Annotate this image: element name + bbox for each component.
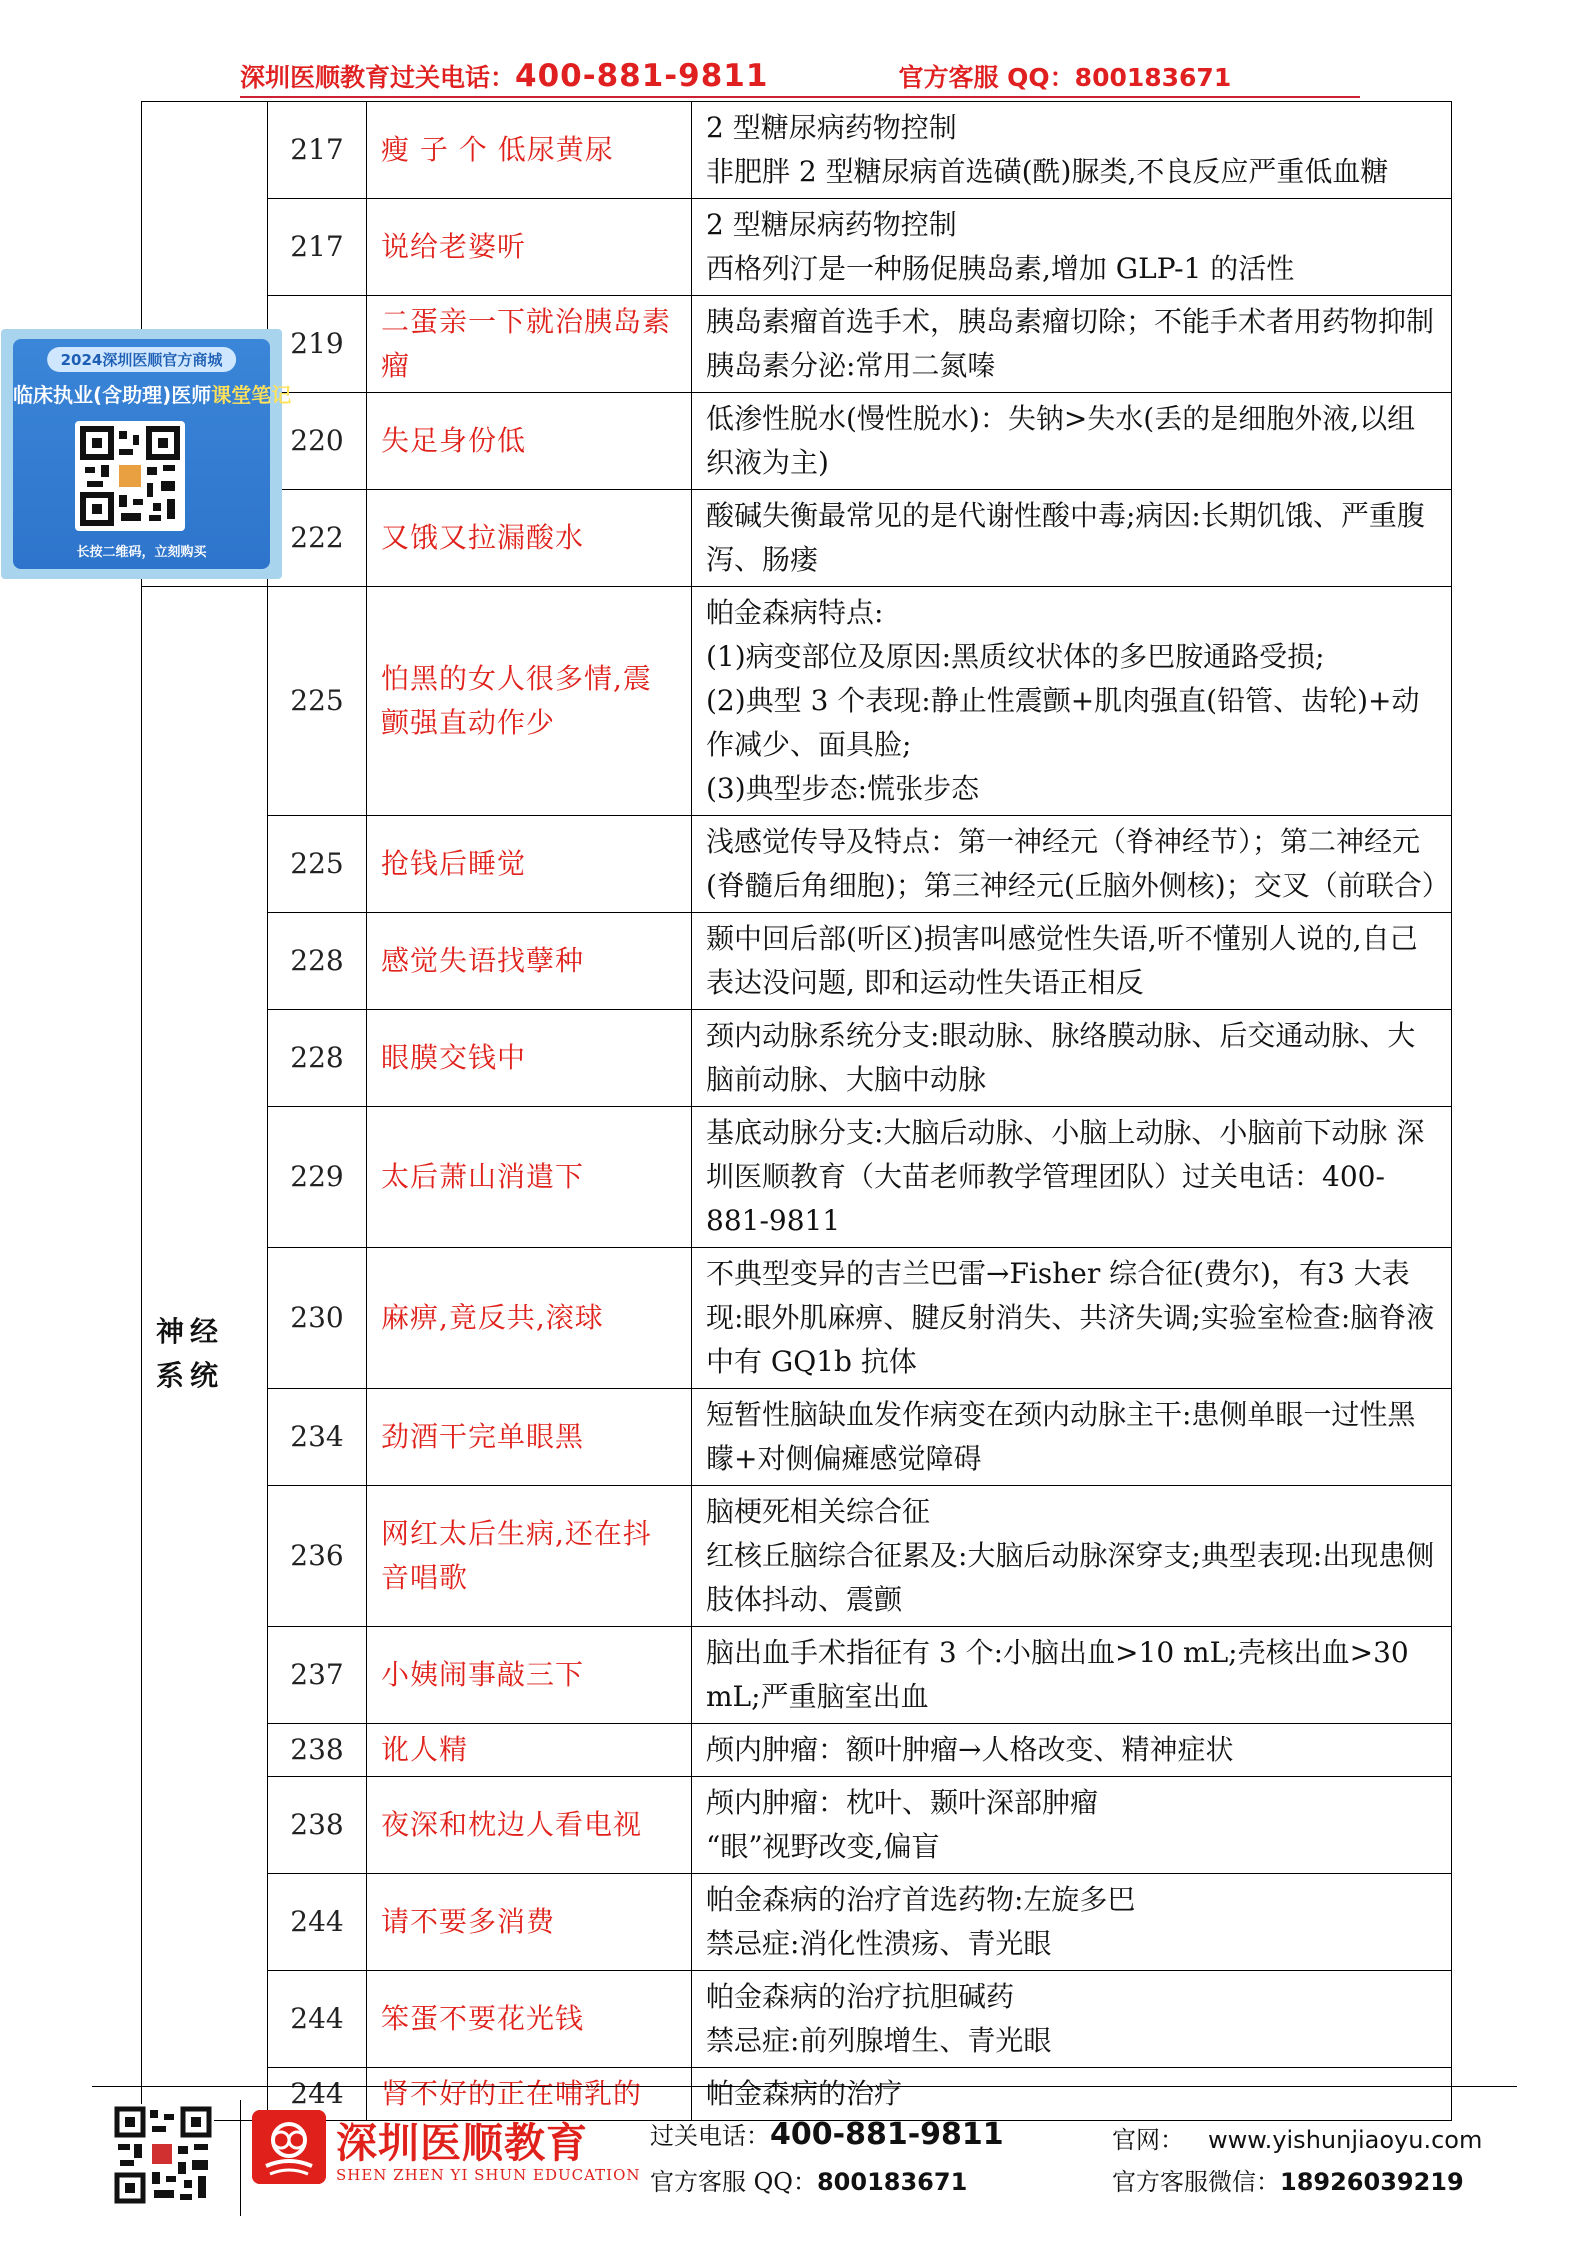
table-row <box>142 1248 1452 1389</box>
footer-divider <box>92 2086 1517 2087</box>
page-number: 238 <box>268 1724 367 1777</box>
header-phone-label: 深圳医顺教育过关电话： <box>240 63 516 92</box>
mnemonic: 眼膜交钱中 <box>367 1010 692 1107</box>
promo-ad-title-b: 课堂笔记 <box>211 383 292 407</box>
description: 2 型糖尿病药物控制 西格列汀是一种肠促胰岛素,增加 GLP-1 的活性 <box>692 199 1452 296</box>
page-number: 228 <box>268 913 367 1010</box>
mnemonic: 抢钱后睡觉 <box>367 816 692 913</box>
page-number: 222 <box>268 490 367 587</box>
table-row <box>142 587 1452 816</box>
footer-qq[interactable]: 800183671 <box>816 2168 968 2196</box>
description: 低渗性脱水(慢性脱水)：失钠>失水(丢的是细胞外液,以组织液为主) <box>692 393 1452 490</box>
page-number: 236 <box>268 1486 367 1627</box>
promo-ad-title <box>13 379 292 408</box>
footer-site-label: 官网： <box>1112 2126 1184 2154</box>
page-number: 238 <box>268 1777 367 1874</box>
mnemonic: 网红太后生病,还在抖音唱歌 <box>367 1486 692 1627</box>
promo-ad-store: 2024深圳医顺官方商城 <box>47 347 237 372</box>
header-phone[interactable]: 400-881-9811 <box>515 58 769 94</box>
description: 不典型变异的吉兰巴雷→Fisher 综合征(费尔)，有3 大表现:眼外肌麻痹、腱反射消失、共济失调;实验室检查:脑脊液中有 GQ1b 抗体 <box>692 1248 1452 1389</box>
table-row <box>142 1874 1452 1971</box>
footer-phone-line <box>650 2116 1004 2152</box>
footer-vertical-divider <box>240 2100 241 2216</box>
notes-table-body <box>142 102 1452 2121</box>
table-row <box>142 102 1452 199</box>
page-number: 220 <box>268 393 367 490</box>
description: 帕金森病的治疗抗胆碱药 禁忌症:前列腺增生、青光眼 <box>692 1971 1452 2068</box>
promo-ad-card[interactable] <box>13 339 292 569</box>
page-number: 225 <box>268 587 367 816</box>
footer-qr-code-icon[interactable] <box>112 2104 214 2206</box>
mnemonic: 失足身份低 <box>367 393 692 490</box>
footer-wechat-label: 官方客服微信： <box>1112 2168 1280 2196</box>
mnemonic: 说给老婆听 <box>367 199 692 296</box>
mnemonic: 太后萧山消遣下 <box>367 1107 692 1248</box>
table-row <box>142 913 1452 1010</box>
table-row <box>142 490 1452 587</box>
table-row <box>142 1389 1452 1486</box>
footer-site-link[interactable]: www.yishunjiaoyu.com <box>1208 2126 1483 2154</box>
page-number: 217 <box>268 199 367 296</box>
mnemonic: 劲酒干完单眼黑 <box>367 1389 692 1486</box>
promo-ad-title-a: 临床执业(含助理)医师 <box>13 383 212 407</box>
page-number: 225 <box>268 816 367 913</box>
table-row <box>142 1724 1452 1777</box>
mnemonic: 小姨闹事敲三下 <box>367 1627 692 1724</box>
description: 颞中回后部(听区)损害叫感觉性失语,听不懂别人说的,自己表达没问题, 即和运动性失语正相反 <box>692 913 1452 1010</box>
table-row <box>142 1627 1452 1724</box>
table-row <box>142 816 1452 913</box>
brand-name-en: SHEN ZHEN YI SHUN EDUCATION <box>336 2166 641 2184</box>
page-number: 217 <box>268 102 367 199</box>
header-qq-label: 官方客服 QQ： <box>898 63 1075 92</box>
footer-phone[interactable]: 400-881-9811 <box>770 2117 1004 2152</box>
footer-qq-line <box>650 2162 967 2197</box>
mnemonic: 讹人精 <box>367 1724 692 1777</box>
mnemonic: 夜深和枕边人看电视 <box>367 1777 692 1874</box>
promo-qr-code-icon[interactable] <box>75 421 185 531</box>
description: 脑出血手术指征有 3 个:小脑出血>10 mL;壳核出血>30 mL;严重脑室出血 <box>692 1627 1452 1724</box>
description: 2 型糖尿病药物控制 非肥胖 2 型糖尿病首选磺(酰)脲类,不良反应严重低血糖 <box>692 102 1452 199</box>
footer-wechat-line <box>1112 2162 1464 2197</box>
header-divider <box>240 96 1360 98</box>
description: 胰岛素瘤首选手术，胰岛素瘤切除；不能手术者用药物抑制胰岛素分泌:常用二氮嗪 <box>692 296 1452 393</box>
notes-table <box>141 101 1452 2121</box>
mnemonic: 感觉失语找孽种 <box>367 913 692 1010</box>
mnemonic: 怕黑的女人很多情,震颤强直动作少 <box>367 587 692 816</box>
mnemonic: 又饿又拉漏酸水 <box>367 490 692 587</box>
header-contact <box>240 58 1231 94</box>
table-row <box>142 1971 1452 2068</box>
table-row <box>142 199 1452 296</box>
table-row <box>142 393 1452 490</box>
table-row <box>142 1486 1452 1627</box>
page-number: 234 <box>268 1389 367 1486</box>
mnemonic: 瘦 子 个 低尿黄尿 <box>367 102 692 199</box>
mnemonic: 请不要多消费 <box>367 1874 692 1971</box>
section-label: 神经系统 <box>142 587 268 2121</box>
description: 帕金森病特点: (1)病变部位及原因:黑质纹状体的多巴胺通路受损; (2)典型 3 个表现:静止性震颤+肌肉强直(铅管、齿轮)+动作减少、面具脸; (3)典型步态:慌张步态 <box>692 587 1452 816</box>
brand-name-cn: 深圳医顺教育 <box>336 2119 588 2167</box>
footer-phone-label: 过关电话： <box>650 2122 770 2150</box>
description: 帕金森病的治疗 <box>692 2068 1452 2121</box>
description: 基底动脉分支:大脑后动脉、小脑上动脉、小脑前下动脉 深圳医顺教育（大苗老师教学管理团队）过关电话：400-881-9811 <box>692 1107 1452 1248</box>
table-row <box>142 1010 1452 1107</box>
description: 脑梗死相关综合征 红核丘脑综合征累及:大脑后动脉深穿支;典型表现:出现患侧肢体抖动、震颤 <box>692 1486 1452 1627</box>
description: 颈内动脉系统分支:眼动脉、脉络膜动脉、后交通动脉、大脑前动脉、大脑中动脉 <box>692 1010 1452 1107</box>
brand-logo-icon <box>252 2110 326 2184</box>
mnemonic: 笨蛋不要花光钱 <box>367 1971 692 2068</box>
mnemonic: 麻痹,竟反共,滚球 <box>367 1248 692 1389</box>
footer-qq-label: 官方客服 QQ： <box>650 2168 817 2196</box>
promo-ad-cta: 长按二维码，立刻购买 <box>76 545 207 560</box>
footer-wechat[interactable]: 18926039219 <box>1280 2168 1464 2196</box>
page-number: 230 <box>268 1248 367 1389</box>
header-qq[interactable]: 800183671 <box>1074 63 1232 92</box>
page-number: 244 <box>268 2068 367 2121</box>
mnemonic: 肾不好的正在哺乳的 <box>367 2068 692 2121</box>
page-number: 228 <box>268 1010 367 1107</box>
mnemonic: 二蛋亲一下就治胰岛素瘤 <box>367 296 692 393</box>
page-number: 219 <box>268 296 367 393</box>
footer-site-line <box>1112 2120 1482 2155</box>
description: 帕金森病的治疗首选药物:左旋多巴 禁忌症:消化性溃疡、青光眼 <box>692 1874 1452 1971</box>
description: 短暂性脑缺血发作病变在颈内动脉主干:患侧单眼一过性黑矇+对侧偏瘫感觉障碍 <box>692 1389 1452 1486</box>
promo-ad[interactable] <box>1 329 292 579</box>
table-row <box>142 296 1452 393</box>
description: 颅内肿瘤：枕叶、颞叶深部肿瘤 “眼”视野改变,偏盲 <box>692 1777 1452 1874</box>
description: 浅感觉传导及特点：第一神经元（脊神经节）；第二神经元(脊髓后角细胞)；第三神经元(丘脑外侧核)；交叉（前联合） <box>692 816 1452 913</box>
description: 酸碱失衡最常见的是代谢性酸中毒;病因:长期饥饿、严重腹泻、肠瘘 <box>692 490 1452 587</box>
table-row <box>142 1777 1452 1874</box>
table-row <box>142 1107 1452 1248</box>
page-number: 229 <box>268 1107 367 1248</box>
page-number: 244 <box>268 1971 367 2068</box>
description: 颅内肿瘤：额叶肿瘤→人格改变、精神症状 <box>692 1724 1452 1777</box>
page-number: 244 <box>268 1874 367 1971</box>
page-number: 237 <box>268 1627 367 1724</box>
